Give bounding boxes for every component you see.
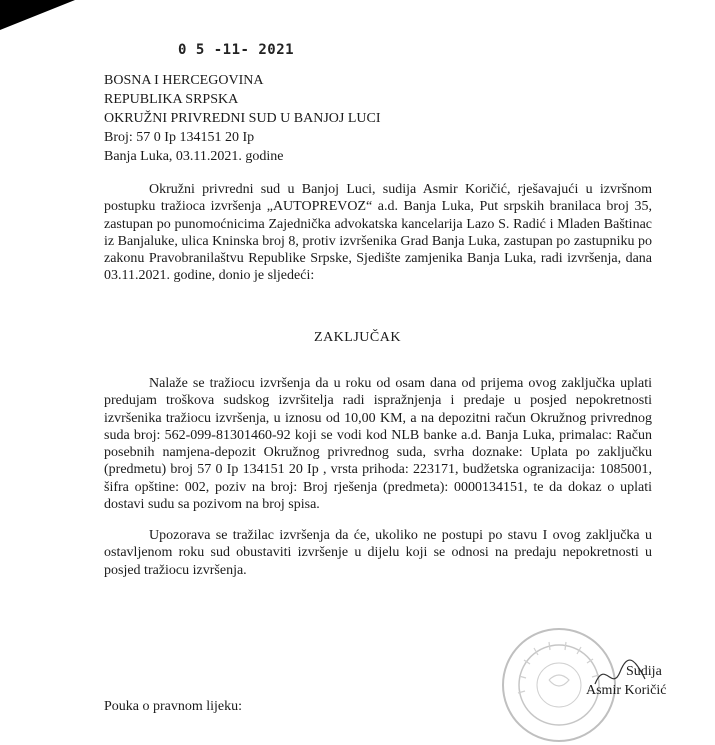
scan-corner-mark	[0, 0, 75, 30]
header-court: OKRUŽNI PRIVREDNI SUD U BANJOJ LUCI	[104, 111, 381, 126]
court-header	[104, 71, 381, 166]
header-place-date: Banja Luka, 03.11.2021. godine	[104, 149, 284, 164]
header-entity: REPUBLIKA SRPSKA	[104, 92, 239, 107]
header-case-number: Broj: 57 0 Ip 134151 20 Ip	[104, 130, 255, 145]
signature-title: Sudija	[626, 664, 662, 679]
document-title: ZAKLJUČAK	[314, 330, 401, 345]
signature-name: Asmir Koričić	[586, 683, 667, 698]
received-date-stamp: 0 5 -11- 2021	[178, 42, 295, 58]
intro-paragraph: Okružni privredni sud u Banjoj Luci, sudija Asmir Koričić, rješavajući u izvršnom postupku tražioca izvršenja „AUTOPREVOZ“ a.d. Banja Luka, Put srpskih branilaca broj 35, zastupan po punomoćnicima Zajednička advokatska kancelarija Lazo S. Radić i Mladen Baštinac iz Banjaluke, ulica Kninska broj 8, protiv izvršenika Grad Banja Luka, zastupan po zastupniku po zakonu Pravobranilaštvu Republike Srpske, Sjedište zamjenika Banja Luka, radi izvršenja, dana 03.11.2021. godine, donio je sljedeći:	[104, 182, 652, 284]
warning-paragraph: Upozorava se tražilac izvršenja da će, ukoliko ne postupi po stavu I ovog zaključka u ostavljenom roku sud obustaviti izvršenje u dijelu koji se odnosi na predaju nepokretnosti u posjed tražiocu izvršenja.	[104, 528, 652, 578]
order-paragraph: Nalaže se tražiocu izvršenja da u roku od osam dana od prijema ovog zaključka uplati predujam troškova sudskog izvršitelja radi ispražnjenja i predaje u posjed nepokretnosti izvršenika tražiocu izvršenja, u iznosu od 10,00 KM, a na depozitni račun Okružnog privrednog suda broj: 562-099-81301460-92 koji se vodi kod NLB banke a.d. Banja Luka, primalac: Račun posebnih namjena-depozit Okružnog privrednog suda, svrha doznake: Uplata po zaključku (predmetu) broj 57 0 Ip 134151 20 Ip , vrsta prihoda: 223171, budžetska ogranizacija: 1085001, šifra opštine: 002, poziv na broj: Broj rješenja (predmeta): 0000134151, te da dokaz o uplati dostavi sudu sa pozivom na broj spisa.	[104, 376, 652, 513]
header-country: BOSNA I HERCEGOVINA	[104, 73, 264, 88]
legal-remedy-heading: Pouka o pravnom lijeku:	[104, 699, 243, 714]
